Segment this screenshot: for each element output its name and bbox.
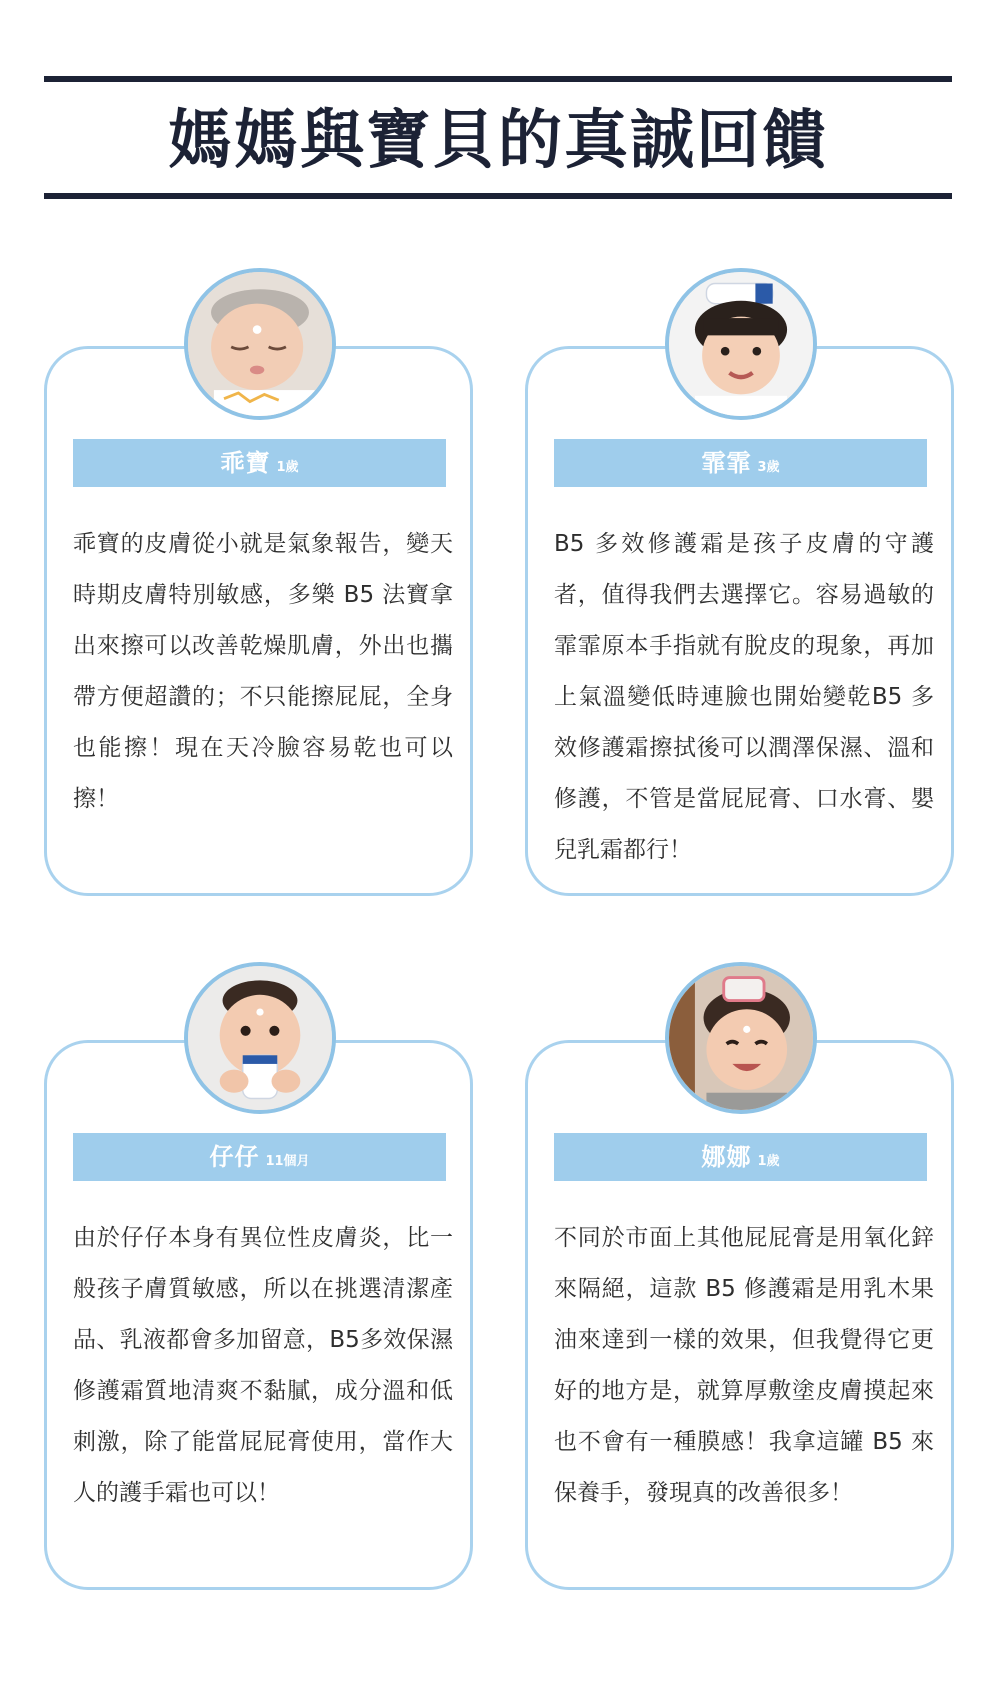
child-name: 娜娜 [701,1143,752,1171]
child-name: 霏霏 [701,449,752,477]
title-bottom-rule [44,193,952,199]
testimonial-card-4 [525,1040,954,1590]
name-bar [554,1133,927,1181]
name-bar [73,439,446,487]
testimonial-card-2 [525,346,954,896]
baby-photo-holding-tube [184,962,336,1114]
testimonial-card-3 [44,1040,473,1590]
baby-photo-smiling [665,962,817,1114]
testimonial-text: B5 多效修護霜是孩子皮膚的守護者，值得我們去選擇它。容易過敏的霏霏原本手指就有脫皮的現象，再加上氣溫變低時連臉也開始變乾B5 多效修護霜擦拭後可以潤澤保濕、溫和修護，不管是當屁屁膏、口水膏、嬰兒乳霜都行！ [554,531,934,863]
child-age: 1歲 [757,1154,780,1169]
name-bar [554,439,927,487]
name-bar [73,1133,446,1181]
toddler-photo-holding-tube [665,268,817,420]
testimonial-card-1 [44,346,473,896]
child-age: 3歲 [757,460,780,475]
page-title: 媽媽與寶貝的真誠回饋 [168,104,828,178]
child-name: 乖寶 [220,449,271,477]
child-age: 1歲 [276,460,299,475]
child-age: 11個月 [265,1154,310,1169]
testimonial-text: 乖寶的皮膚從小就是氣象報告，變天時期皮膚特別敏感，多樂 B5 法寶拿出來擦可以改善乾燥肌膚，外出也攜帶方便超讚的；不只能擦屁屁，全身也能擦！現在天冷臉容易乾也可以擦！ [73,531,453,812]
child-name: 仔仔 [209,1143,260,1171]
testimonial-text: 由於仔仔本身有異位性皮膚炎，比一般孩子膚質敏感，所以在挑選清潔產品、乳液都會多加留意，B5多效保濕修護霜質地清爽不黏膩，成分溫和低刺激，除了能當屁屁膏使用，當作大人的護手霜也可以！ [73,1225,453,1506]
testimonial-text: 不同於市面上其他屁屁膏是用氧化鋅來隔絕，這款 B5 修護霜是用乳木果油來達到一樣的效果，但我覺得它更好的地方是，就算厚敷塗皮膚摸起來也不會有一種膜感！我拿這罐 B5 來保養手，發現真的改善很多！ [554,1225,934,1506]
baby-photo-sleeping [184,268,336,420]
title-top-rule [44,76,952,82]
